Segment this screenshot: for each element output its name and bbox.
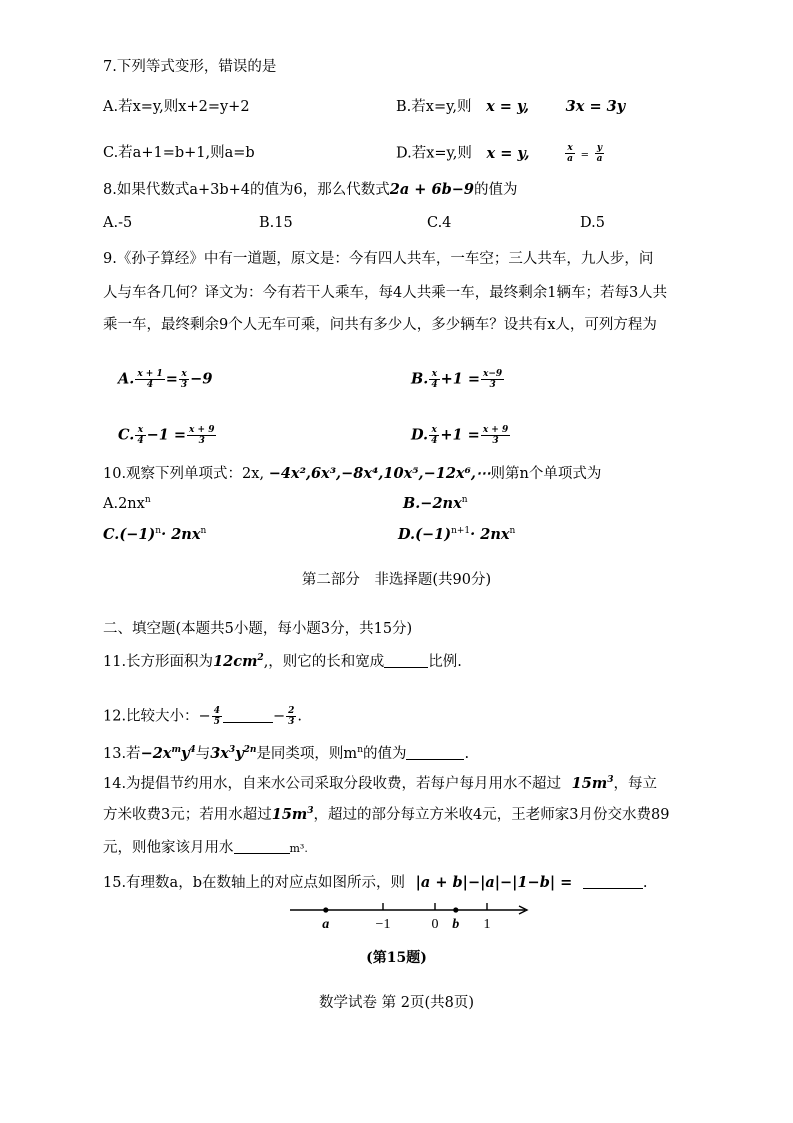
denominator: 3	[198, 436, 205, 446]
q15-pre: 15.有理数a，b在数轴上的对应点如图所示，则	[103, 875, 405, 891]
numerator: x−9	[483, 369, 503, 379]
equals-sign: =	[580, 149, 589, 161]
q14-line2	[103, 805, 669, 825]
fraction	[481, 425, 510, 446]
number-line-marks	[322, 903, 490, 932]
minus-sign: −	[272, 708, 286, 725]
number-line-label: −1	[375, 917, 391, 932]
q13-post-b: 的值为	[362, 746, 407, 762]
q8-expression: 2a + 6b−9	[389, 181, 474, 198]
term: 3x	[210, 745, 229, 762]
fraction	[179, 369, 189, 390]
q11	[103, 652, 462, 672]
q8-option-c: C.4	[427, 215, 452, 231]
point-b	[453, 907, 458, 912]
exponent: m	[171, 745, 181, 755]
denominator: 4	[146, 380, 154, 390]
expression-mid: +1 =	[440, 370, 481, 388]
q7-option-d-fraction	[564, 143, 605, 164]
q10-stem	[103, 464, 601, 484]
expression-mid: +1 =	[440, 426, 480, 444]
option-label: D.	[411, 426, 429, 444]
denominator: 4	[137, 436, 144, 446]
exponent: 2n	[243, 745, 257, 755]
option-label: C.	[118, 426, 135, 444]
fraction	[135, 369, 164, 390]
exponent: 3	[307, 806, 314, 816]
option-tail: · 2nx	[470, 526, 510, 543]
exponent: n	[509, 526, 516, 536]
exponent: n+1	[451, 526, 471, 536]
point-a	[323, 907, 328, 912]
q13-pre: 13.若	[103, 746, 141, 762]
numerator: 4	[213, 706, 220, 716]
number-line-label: a	[322, 917, 330, 932]
section2-title: 二、填空题(本题共5小题，每小题3分，共15分)	[103, 621, 413, 637]
q7-option-b-eq1: x = y,	[486, 98, 530, 115]
fraction	[187, 425, 216, 446]
expression-tail: −9	[190, 370, 213, 388]
q8-stem-pre: 8.如果代数式a+3b+4的值为6，那么代数式	[103, 182, 390, 198]
answer-blank[interactable]	[234, 839, 290, 854]
fraction	[212, 706, 222, 727]
q12	[103, 706, 302, 727]
exponent: 3	[607, 775, 614, 785]
fraction	[429, 369, 439, 390]
fraction	[135, 425, 145, 446]
numerator: x	[429, 425, 439, 436]
figure-caption: (第15题)	[366, 950, 427, 966]
expression-mid: −1 =	[146, 426, 187, 444]
q9-option-b	[411, 369, 505, 390]
denominator: 3	[489, 380, 496, 390]
q7-option-b-eq2: 3x = 3y	[565, 98, 626, 115]
denominator: 3	[180, 380, 188, 390]
option-label: A.	[118, 370, 135, 388]
q14-expression: 15m	[271, 806, 308, 823]
q14-line1-text: 14.为提倡节约用水，自来水公司采取分段收费，若每户每月用水不超过	[103, 776, 562, 792]
numerator: x	[429, 369, 439, 380]
exponent: n	[357, 745, 363, 755]
q13	[103, 744, 469, 764]
number-line	[285, 898, 535, 938]
option-label: B.	[411, 370, 429, 388]
q7-option-d-eq1: x = y,	[486, 144, 530, 162]
q8-stem	[103, 180, 517, 200]
term: y	[235, 745, 244, 762]
q13-mid: 与	[195, 746, 211, 762]
option-text: B.−2nx	[403, 495, 462, 512]
q7-option-c: C.若a+1=b+1,则a=b	[103, 145, 255, 161]
q15	[103, 873, 648, 893]
exponent: n	[155, 526, 162, 536]
q9-stem-line3: 乘一车，最终剩余9个人无车可乘，问共有多少人，多少辆车？设共有x人，可列方程为	[103, 317, 657, 333]
q9-option-a	[118, 369, 212, 390]
answer-blank[interactable]	[384, 653, 428, 668]
page-footer: 数学试卷 第 2页(共8页)	[319, 995, 474, 1011]
denominator: 3	[492, 436, 499, 446]
term: −2x	[140, 745, 172, 762]
q9-stem-line1: 9.《孙子算经》中有一道题，原文是：今有四人共车，一车空；三人共车，九人步，问	[103, 251, 654, 267]
q11-expression: 12cm	[213, 653, 258, 670]
denominator: a	[596, 154, 603, 164]
q9-option-d	[411, 425, 511, 446]
number-line-label: b	[452, 917, 460, 932]
numerator: 2	[288, 706, 295, 716]
q10-option-a	[103, 494, 151, 514]
q10-stem-pre: 10.观察下列单项式：2x,	[103, 466, 265, 482]
q7-option-b-prefix: B.若x=y,则	[396, 99, 472, 115]
q7-option-d	[396, 143, 605, 166]
q7-option-b	[396, 97, 625, 117]
numerator: x + 9	[189, 425, 215, 435]
q14-line2-post: ，超过的部分每立方米收4元，王老师家3月份交水费89	[313, 807, 670, 823]
denominator: a	[567, 154, 573, 164]
number-line-label: 1	[483, 917, 491, 932]
option-text: D.(−1)	[398, 526, 452, 543]
option-tail: · 2nx	[161, 526, 201, 543]
exponent: n	[144, 495, 151, 505]
fraction	[481, 369, 504, 390]
q11-post: ,，则它的长和宽成	[263, 654, 385, 670]
denominator: 4	[431, 380, 438, 390]
numerator: x + 9	[482, 425, 509, 435]
exponent: n	[200, 526, 207, 536]
q14-line3	[103, 838, 308, 859]
q8-option-a: A.-5	[103, 215, 133, 231]
equals-sign: =	[165, 370, 178, 388]
fraction	[565, 143, 575, 164]
q10-option-d	[398, 525, 515, 545]
q14-line1	[103, 774, 657, 794]
period: .	[297, 708, 303, 725]
q7-option-a: A.若x=y,则x+2=y+2	[103, 99, 250, 115]
q8-stem-post: 的值为	[473, 182, 518, 198]
term: y	[180, 745, 190, 762]
q11-pre: 11.长方形面积为	[103, 654, 214, 670]
q10-stem-expression: −4x²,6x³,−8x⁴,10x⁵,−12x⁶,⋯	[268, 465, 491, 482]
part2-title: 第二部分 非选择题(共90分)	[301, 572, 492, 588]
period: .	[642, 875, 648, 891]
q7-stem: 7.下列等式变形，错误的是	[103, 59, 277, 75]
q9-stem-line2: 人与车各几何？译文为：今有若干人乘车，每4人共乘一车，最终剩余1辆车；若每3人共	[103, 285, 668, 301]
q10-option-b	[403, 494, 468, 514]
q8-option-d: D.5	[580, 215, 605, 231]
answer-blank[interactable]	[406, 745, 464, 760]
answer-blank[interactable]	[583, 874, 643, 889]
numerator: x	[135, 425, 145, 436]
numerator: x	[565, 143, 575, 154]
exponent: 4	[189, 745, 196, 755]
numerator: x	[179, 369, 189, 380]
option-text: C.(−1)	[103, 526, 156, 543]
fraction	[286, 706, 296, 727]
q14-line1-post: ，每立	[613, 776, 657, 792]
denominator: 5	[213, 717, 220, 727]
q8-option-b: B.15	[259, 215, 293, 231]
q10-option-c	[103, 525, 206, 545]
option-text: A.2nx	[103, 496, 145, 512]
q11-post-b: 比例.	[428, 654, 462, 670]
q14-expression: 15m	[571, 775, 608, 792]
q12-pre: 12.比较大小：−	[103, 708, 211, 725]
fraction	[429, 425, 439, 446]
q14-line2-text: 方米收费3元；若用水超过	[103, 807, 272, 823]
q10-stem-post: 则第n个单项式为	[490, 466, 602, 482]
number-line-label: 0	[431, 917, 439, 932]
exponent: 3	[228, 745, 236, 755]
denominator: 3	[288, 717, 295, 727]
q13-post: 是同类项，则m	[256, 746, 358, 762]
exponent: 2	[257, 653, 264, 663]
q14-line3-text: 元，则他家该月用水	[103, 840, 234, 856]
denominator: 4	[431, 436, 438, 446]
numerator: x + 1	[137, 369, 163, 379]
exponent: n	[461, 495, 468, 505]
unit: m³.	[289, 842, 308, 855]
numerator: y	[595, 143, 605, 154]
answer-blank[interactable]	[223, 708, 273, 723]
q15-expression: |a + b|−|a|−|1−b| =	[415, 874, 573, 891]
period: .	[464, 746, 470, 762]
q7-option-d-prefix: D.若x=y,则	[396, 145, 472, 162]
fraction	[595, 143, 605, 164]
q9-option-c	[118, 425, 217, 446]
